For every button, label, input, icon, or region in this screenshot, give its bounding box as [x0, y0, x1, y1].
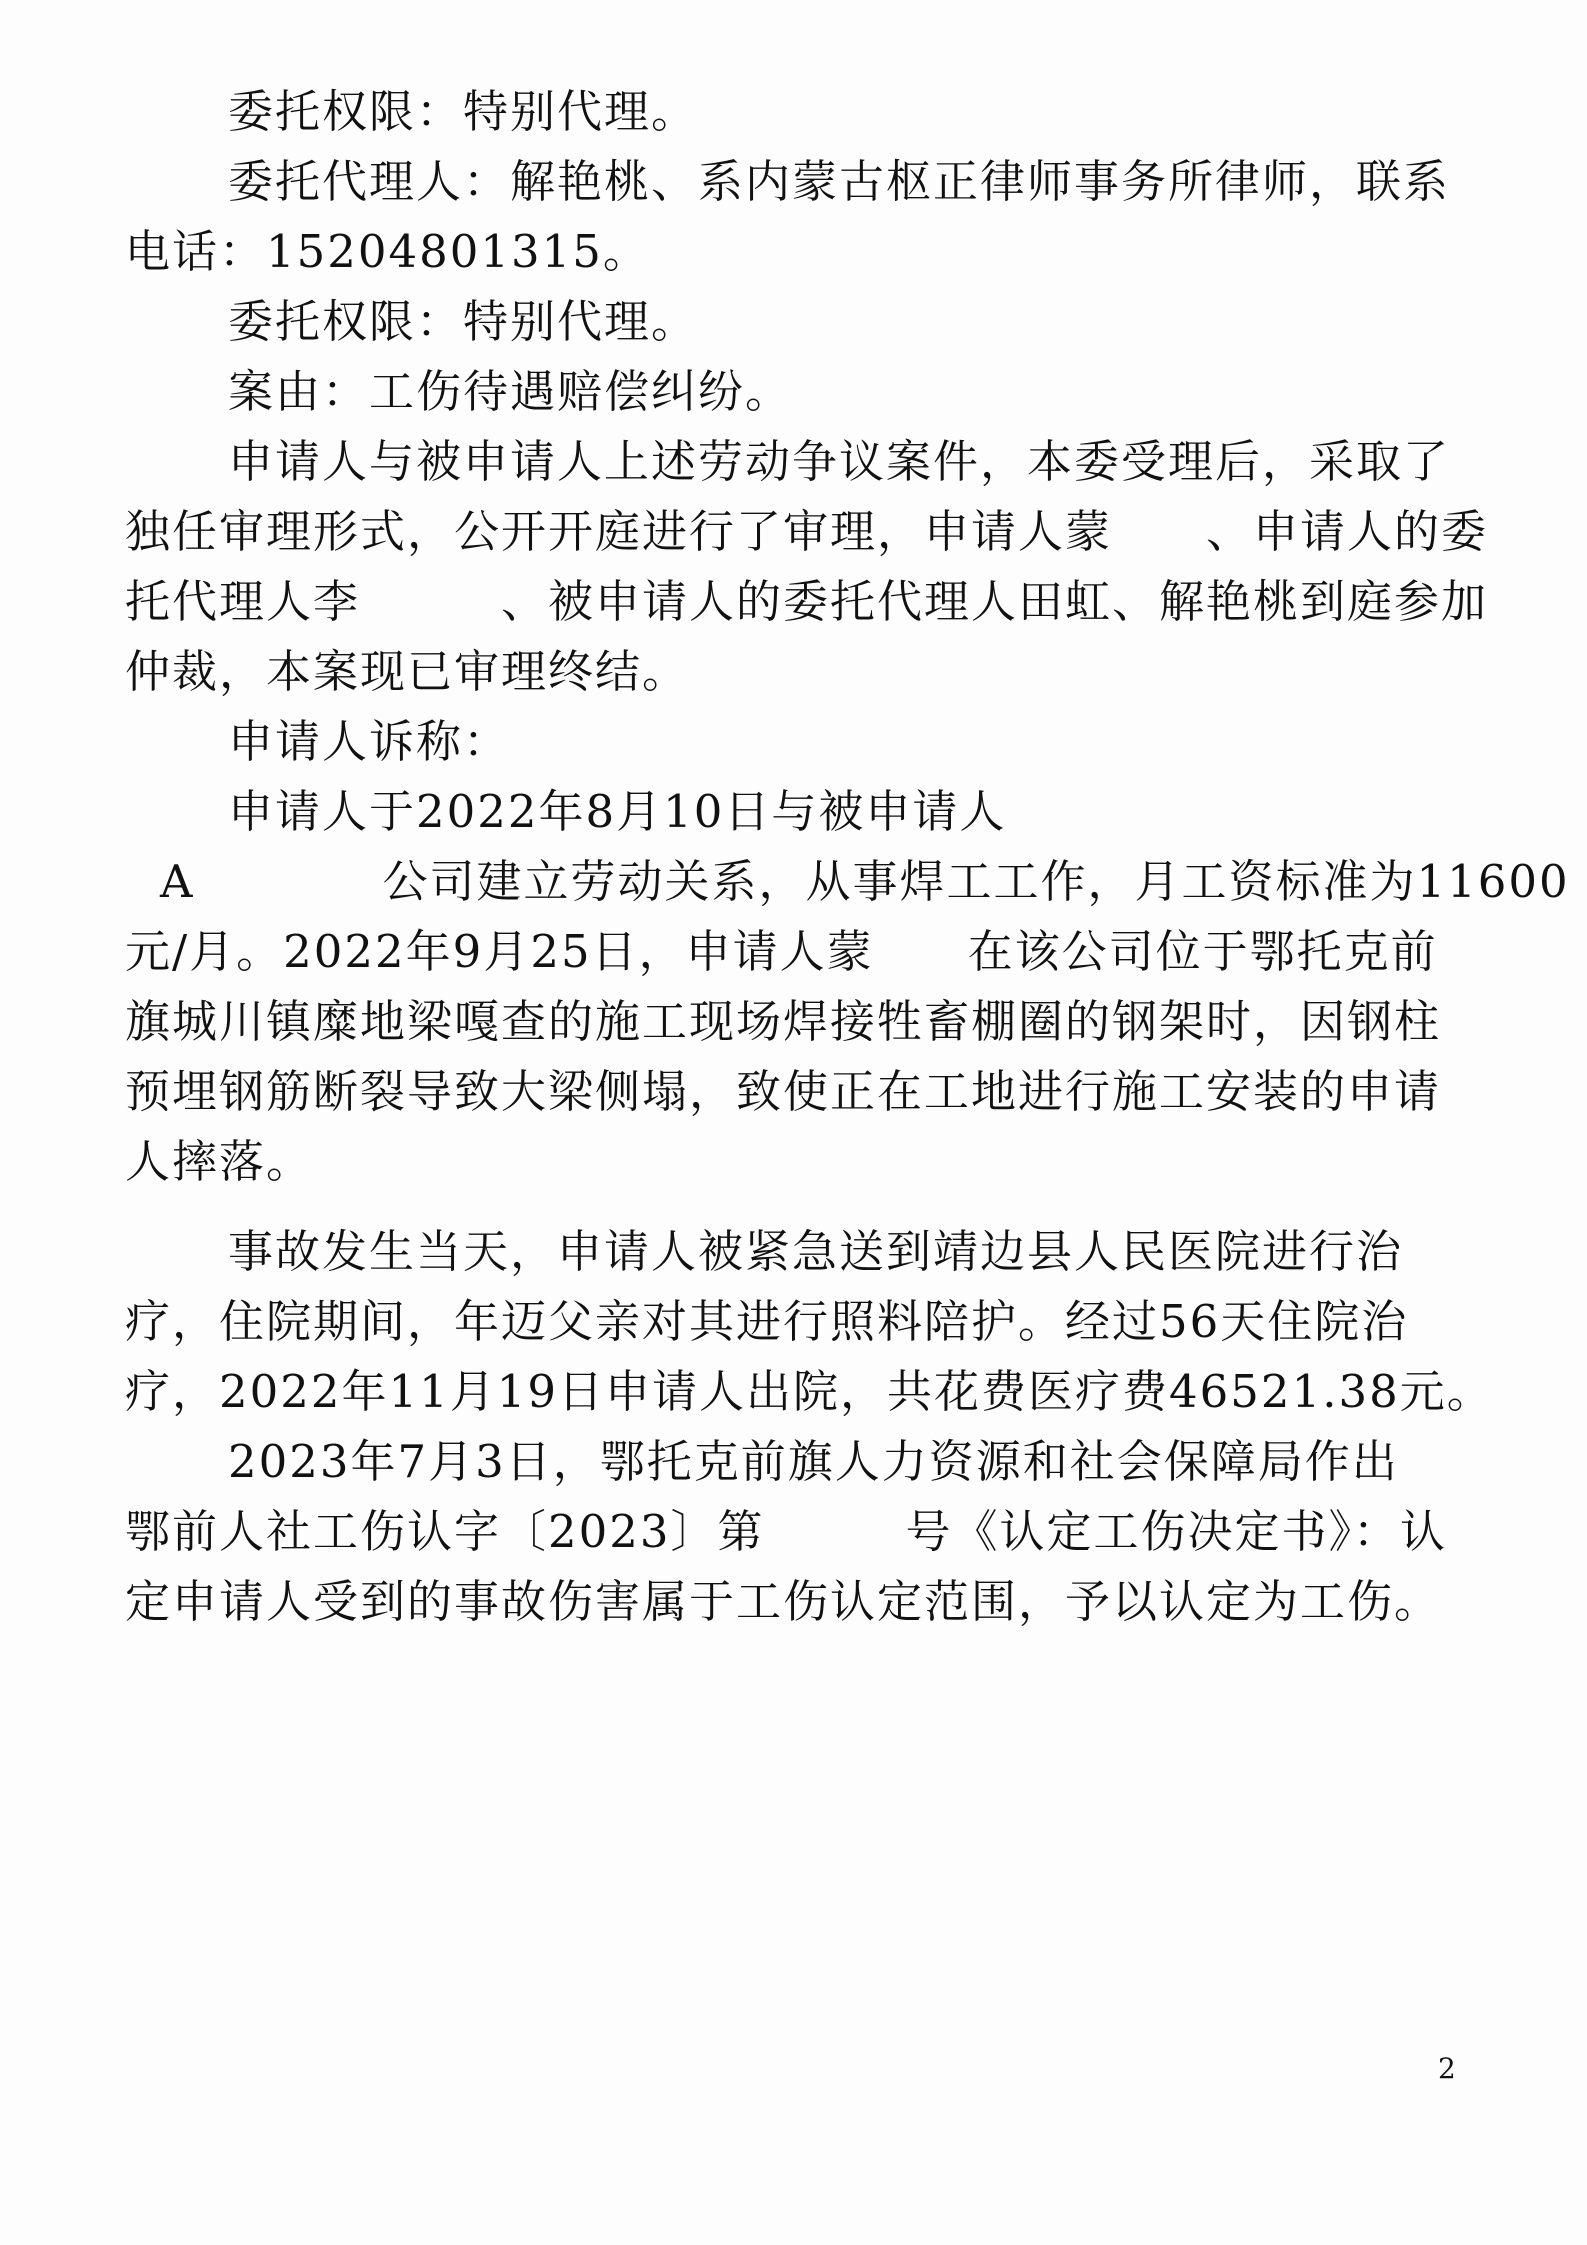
text-line: 2023年7月3日，鄂托克前旗人力资源和社会保障局作出 — [228, 1435, 1399, 1488]
text-line: 委托权限：特别代理。 — [228, 85, 699, 138]
text-line: 委托权限：特别代理。 — [228, 295, 699, 348]
text-line: 疗，2022年11月19日申请人出院，共花费医疗费46521.38元。 — [125, 1365, 1494, 1418]
text-line: 电话：15204801315。 — [125, 225, 650, 278]
text-line: A 公司建立劳动关系，从事焊工工作，月工资标准为11600 — [160, 855, 1570, 908]
text-line: 定申请人受到的事故伤害属于工伤认定范围，予以认定为工伤。 — [125, 1575, 1442, 1628]
text-line: 疗，住院期间，年迈父亲对其进行照料陪护。经过56天住院治 — [125, 1295, 1409, 1348]
text-line: 鄂前人社工伤认字〔2023〕第 号《认定工伤决定书》：认 — [125, 1505, 1448, 1558]
text-line: 委托代理人：解艳桃、系内蒙古枢正律师事务所律师，联系 — [228, 155, 1451, 208]
text-line: 预埋钢筋断裂导致大梁侧塌，致使正在工地进行施工安装的申请 — [125, 1065, 1442, 1118]
text-line: 托代理人李 、被申请人的委托代理人田虹、解艳桃到庭参加 — [125, 575, 1489, 628]
text-line: 申请人于2022年8月10日与被申请人 — [228, 785, 1007, 838]
text-line: 仲裁，本案现已审理终结。 — [125, 645, 690, 698]
text-line: 案由：工伤待遇赔偿纠纷。 — [228, 365, 793, 418]
text-line: 独任审理形式，公开开庭进行了审理，申请人蒙 、申请人的委 — [125, 505, 1489, 558]
text-line: 事故发生当天，申请人被紧急送到靖边县人民医院进行治 — [228, 1225, 1404, 1278]
text-line: 元/月。2022年9月25日，申请人蒙 在该公司位于鄂托克前 — [125, 925, 1438, 978]
text-line: 人摔落。 — [125, 1135, 314, 1188]
text-line: 申请人诉称： — [228, 715, 511, 768]
text-line: 申请人与被申请人上述劳动争议案件，本委受理后，采取了 — [228, 435, 1451, 488]
page-number: 2 — [1438, 2052, 1456, 2085]
text-line: 旗城川镇糜地梁嘎查的施工现场焊接牲畜棚圈的钢架时，因钢柱 — [125, 995, 1442, 1048]
